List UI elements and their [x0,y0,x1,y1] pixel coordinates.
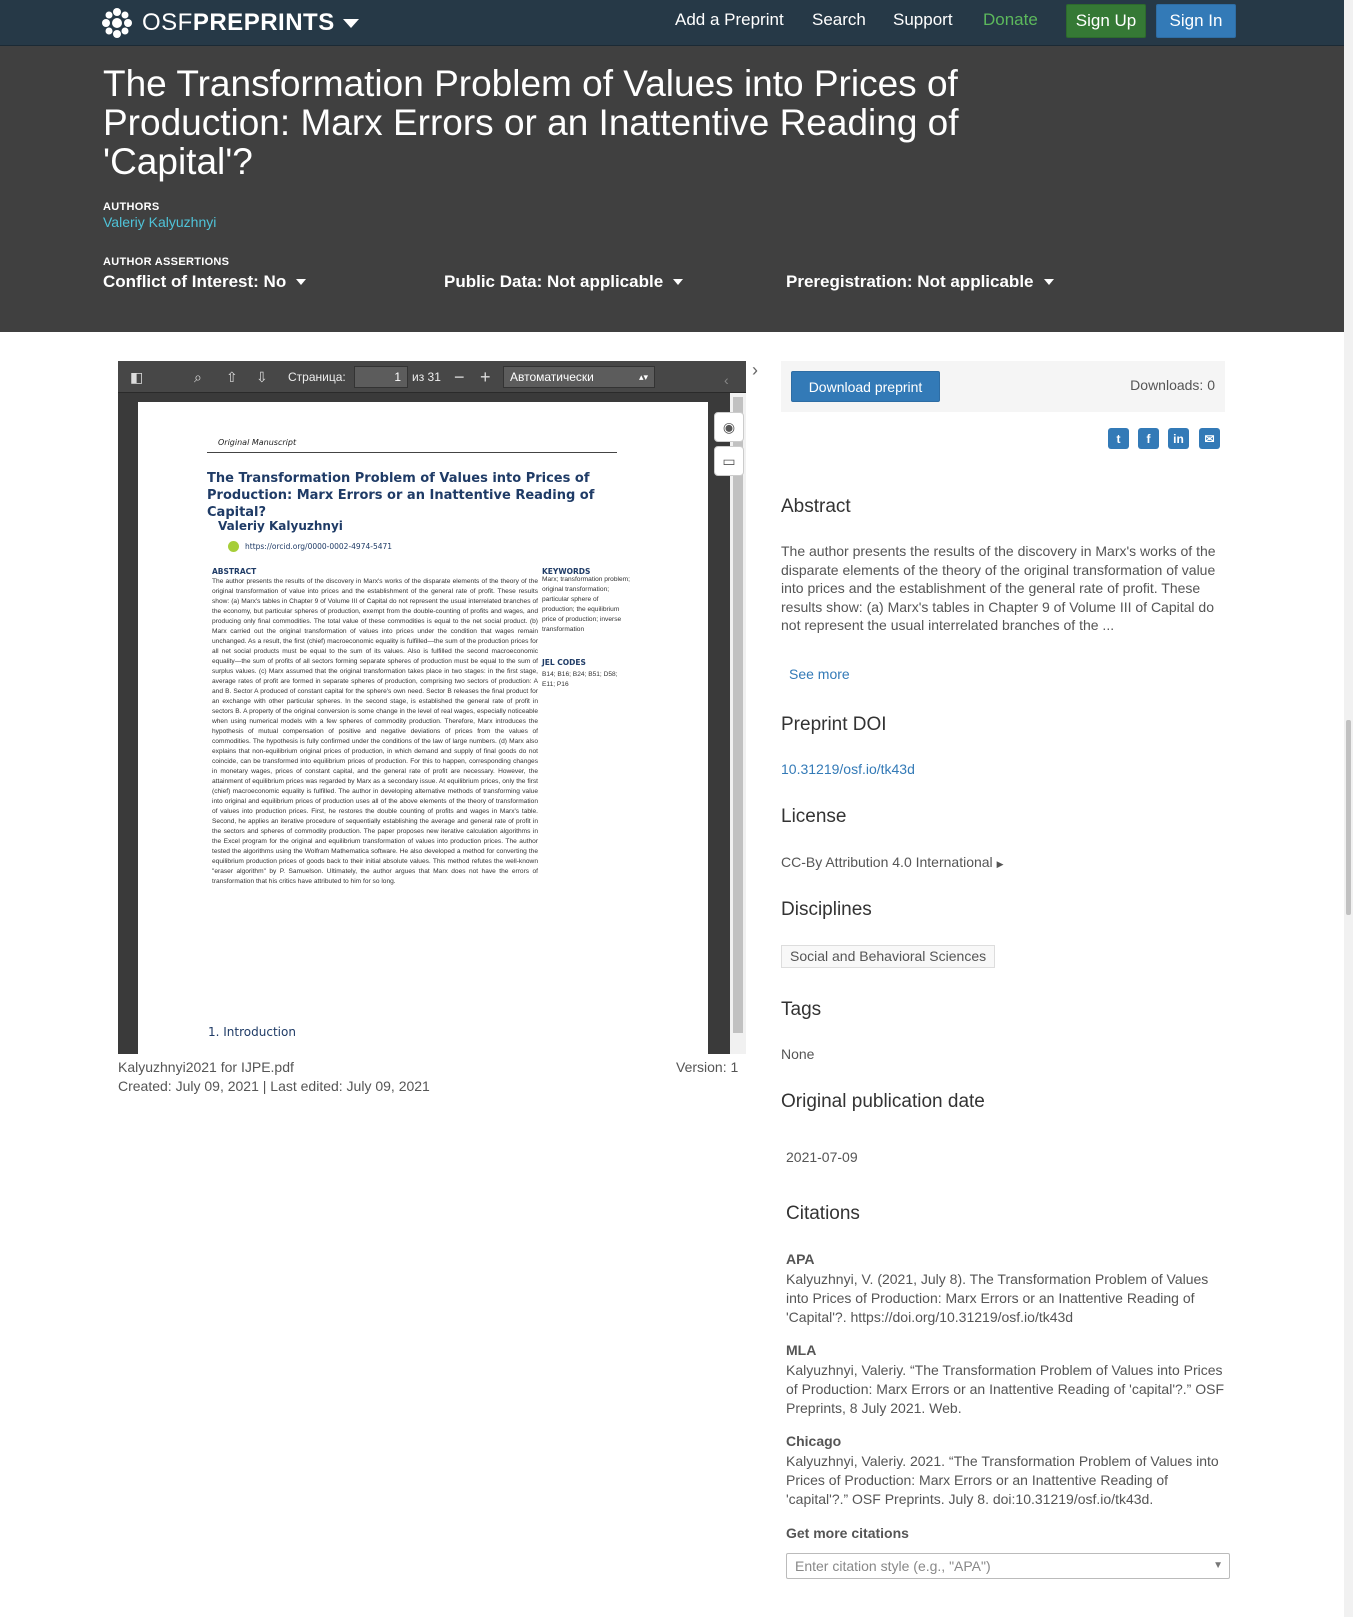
zoom-out-icon[interactable]: − [454,367,465,387]
public-data-dropdown[interactable]: Public Data: Not applicable [444,272,683,292]
file-dates: Created: July 09, 2021 | Last edited: July 09, 2021 [118,1078,430,1094]
chevron-down-icon [673,279,683,285]
next-page-icon[interactable]: ⇩ [256,369,268,385]
disciplines-heading: Disciplines [781,899,872,920]
authors-label: AUTHORS [103,201,160,213]
page-scrollbar[interactable] [1344,0,1353,1617]
doi-link[interactable]: 10.31219/osf.io/tk43d [781,761,915,777]
pdf-header: Original Manuscript [218,438,297,447]
nav-add-preprint[interactable]: Add a Preprint [675,10,784,29]
nav-donate[interactable]: Donate [983,10,1038,29]
page-label: Страница: [288,370,346,384]
page-scrollbar-thumb[interactable] [1346,720,1351,915]
chevron-right-icon[interactable]: › [752,360,758,380]
file-name: Kalyuzhnyi2021 for IJPE.pdf [118,1059,294,1075]
previous-page-icon[interactable]: ⇧ [226,369,238,385]
pdf-jel-label: JEL CODES [542,658,586,667]
pdf-abstract: The author presents the results of the discovery in Marx's works of the disparate elements of the theory of the original transformation of value into prices and the establishment of the general rate of profit. These results show: (a) Marx's tables in Chapter 9 of Volume III of Capital do not represent the usual interrelated branches of the economy, but particular spheres of production, exempt from the double-counting of profits and wages, and producing only final commodities. The total value of these commodities is equal to the net social product. (b) Marx carried out the original transformation of values into prices under the condition that wages remain unchanged. As a result, the first (chief) macroeconomic equality is fulfilled—the sum of the production prices for all net social products must be equal to the sum of its values. Also is fulfilled the second macroeconomic equality—the sum of profits of all sectors forming separate spheres of production must be equal to the sum of surplus values. (c) Marx assumed that the original transformation takes place in two stages: in the first stage, average rates of profit are formed in separate spheres of production, comprising two sectors of production: A and B. Sector A produced of constant capital for the sphere's own need. Sector B releases the final product for an exchange with other particular spheres. In the second stage, is established the general rate of profit in sectors B. A property of the original conversion is some change in the level of real wages, especially noticeable when using numerical models with a few spheres of commodity production. Therefore, Marx introduces the hypothesis of mutual compensation of positive and negative deviations of prices from the values of commodities. The hypothesis is fully confirmed under the conditions of the law of large numbers. (d) Marx also explains that non-equilibrium original prices of production, in which demand and supply of final goods do not coincide, can be transformed into equilibrium prices of production. For this to happen, corresponding changes in monetary wages, prices of constant capital, and the general rate of profit are necessary. However, the attainment of equilibrium prices was regarded by Marx as a secondary issue. At equilibrium prices, only the first (chief) macroeconomic equality is fulfilled. The author in developing alternative methods of transforming value into original and equilibrium prices of production uses all of the above elements of the theory of transformation of values into production prices. First, he restores the double counting of profits and wages in Marx's table. Second, he applies an iterative procedure of sequentially establishing the average and general rate of profit in the sectors and spheres of commodity production. The paper proposes new iterative calculation algorithms in the Excel program for the original and equilibrium transformation of values into production prices. The author tested the algorithms using the Wolfram Mathematica software. He also developed a method for converting the equilibrium production prices of goods back to their initial absolute values. This method refutes the well-known "eraser algorithm" by P. Samuelson. Ultimately, the author argues that Marx does not have the errors of transformation that his critics have attributed to him for so long. [212,578,538,885]
tags-value: None [781,1046,815,1062]
page-count: из 31 [412,370,441,384]
preprint-title: The Transformation Problem of Values into Prices of Production: Marx Errors or an Inattentive Reading of 'Capital'? [103,63,959,182]
more-citations-label: Get more citations [786,1525,909,1541]
preregistration-dropdown[interactable]: Preregistration: Not applicable [786,272,1054,292]
download-preprint-button[interactable]: Download preprint [791,371,940,402]
pdf-keywords: Marx; transformation problem; original transformation; particular sphere of production; the equilibrium price of production; inverse transformation [542,576,630,633]
zoom-in-icon[interactable]: + [480,367,491,387]
chicago-label: Chicago [786,1433,842,1449]
brand-preprints: PREPRINTS [192,9,335,36]
pdf-viewer [118,361,746,1054]
top-navbar [0,0,1344,46]
brand-osf: OSF [142,9,193,36]
brand[interactable] [100,5,359,41]
eye-icon[interactable]: ◉ [714,412,744,442]
download-count: Downloads: 0 [1130,377,1215,393]
chevron-left-icon[interactable]: ‹ [724,372,729,388]
pdf-toolbar [118,361,746,393]
chevron-updown-icon: ▴▾ [638,372,648,382]
conflict-of-interest-dropdown[interactable]: Conflict of Interest: No [103,272,306,292]
chevron-down-icon[interactable] [343,19,359,28]
pdf-rule [207,452,617,453]
pubdate-value: 2021-07-09 [786,1149,858,1165]
chevron-down-icon [296,279,306,285]
caret-right-icon: ▶ [996,859,1004,869]
chicago-citation: Kalyuzhnyi, Valeriy. 2021. “The Transformation Problem of Values into Prices of Production: Marx Errors or an Inattentive Reading of 'capital'?.” OSF Preprints. July 8. doi:10.31219/osf.io/tk43d. [786,1453,1219,1507]
search-icon[interactable]: ⌕ [194,369,202,385]
abstract-heading: Abstract [781,496,851,517]
note-icon[interactable]: ▭ [714,446,744,476]
citations-heading: Citations [786,1203,860,1224]
file-version: Version: 1 [676,1059,739,1075]
pdf-keywords-label: KEYWORDS [542,567,591,576]
doi-heading: Preprint DOI [781,714,887,735]
sidebar-toggle-icon[interactable]: ◧ [130,369,144,385]
pdf-scrollbar[interactable] [730,393,746,1054]
pdf-abstract-label: ABSTRACT [212,567,257,576]
email-icon[interactable]: ✉ [1199,428,1220,449]
pdf-orcid: https://orcid.org/0000-0002-4974-5471 [228,541,392,552]
pdf-title: The Transformation Problem of Values into Prices of Production: Marx Errors or an Inattentive Reading of Capital? [207,471,595,520]
nav-support[interactable]: Support [893,10,953,29]
discipline-tag[interactable]: Social and Behavioral Sciences [781,945,995,968]
preprint-header [0,46,1344,332]
facebook-icon[interactable]: f [1138,428,1159,449]
see-more-link[interactable]: See more [789,666,850,682]
pdf-section-heading: 1. Introduction [208,1025,296,1039]
abstract-text: The author presents the results of the discovery in Marx's works of the disparate elements of the theory of the original transformation of value into prices and the establishment of the general rate of profit. These results show: (a) Marx's tables in Chapter 9 of Volume III of Capital do not represent the usual interrelated branches of the ... [781,543,1216,633]
author-assertions-label: AUTHOR ASSERTIONS [103,256,230,268]
pdf-jel-codes: B14; B16; B24; B51; D58; E11; P16 [542,671,618,688]
pdf-author: Valeriy Kalyuzhnyi [218,519,343,533]
license-toggle[interactable]: CC-By Attribution 4.0 International ▶ [781,854,1004,870]
pubdate-heading: Original publication date [781,1091,985,1112]
mla-citation: Kalyuzhnyi, Valeriy. “The Transformation Problem of Values into Prices of Production: Marx Errors or an Inattentive Reading of 'capital'?.” OSF Preprints, 8 July 2021. Web. [786,1362,1224,1416]
tags-heading: Tags [781,999,822,1020]
author-link[interactable]: Valeriy Kalyuzhnyi [103,214,217,230]
download-bar [781,361,1225,412]
orcid-icon [228,541,239,552]
apa-label: APA [786,1251,815,1267]
nav-search[interactable]: Search [812,10,866,29]
sign-up-button[interactable]: Sign Up [1066,4,1146,38]
linkedin-icon[interactable]: in [1168,428,1189,449]
scrollbar-thumb[interactable] [733,397,743,1033]
pdf-page [138,402,708,1054]
chevron-down-icon [1044,279,1054,285]
page-number-input[interactable]: 1 [354,366,408,388]
citation-style-input[interactable]: Enter citation style (e.g., "APA") ▼ [786,1553,1230,1579]
sign-in-button[interactable]: Sign In [1156,4,1236,38]
chevron-down-icon: ▼ [1213,1560,1223,1571]
osf-logo-icon [100,6,134,40]
twitter-icon[interactable]: t [1108,428,1129,449]
license-heading: License [781,806,847,827]
mla-label: MLA [786,1342,817,1358]
zoom-select[interactable]: Автоматически ▴▾ [503,366,655,388]
apa-citation: Kalyuzhnyi, V. (2021, July 8). The Transformation Problem of Values into Prices of Production: Marx Errors or an Inattentive Reading of 'Capital'?. https://doi.org/10.31219/osf.io/tk43d [786,1271,1209,1325]
